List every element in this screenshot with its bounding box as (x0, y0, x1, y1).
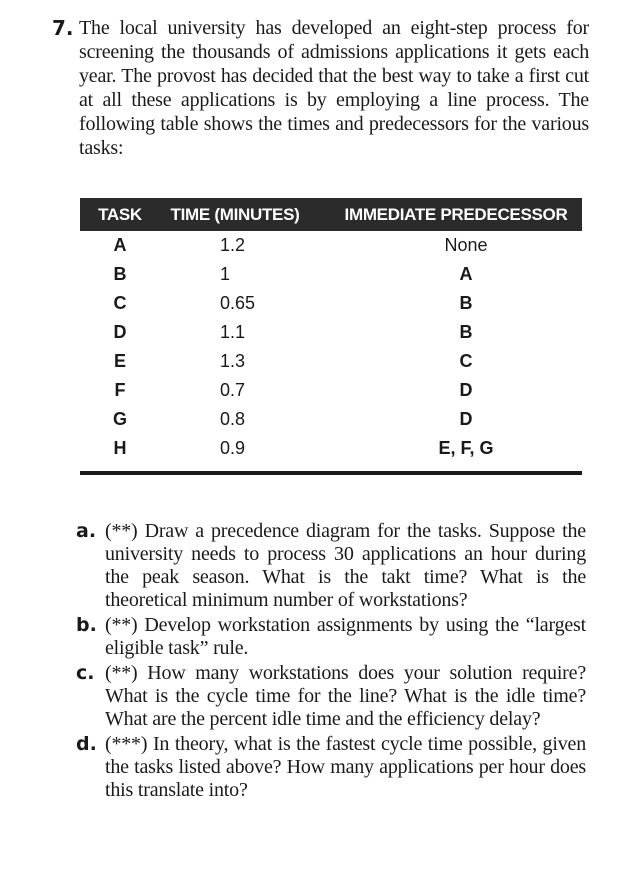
predecessor-cell: D (459, 380, 473, 400)
time-cell: 1.3 (220, 351, 246, 371)
table-row (80, 231, 582, 260)
predecessor-cell: D (459, 409, 473, 429)
question-letter: c. (76, 662, 95, 684)
question-text: (***) In theory, what is the fastest cycle time possible, given the tasks listed above? How many applications per hour does this translate into? (105, 733, 586, 801)
predecessor-cell: A (459, 264, 473, 284)
question-c (76, 662, 586, 731)
header-predecessor: IMMEDIATE PREDECESSOR (344, 204, 568, 224)
header-time: TIME (MINUTES) (170, 204, 300, 224)
predecessor-cell: None (444, 235, 488, 255)
question-text: (**) How many workstations does your solution require? What is the cycle time for the line? What is the idle time? What are the percent idle time and the efficiency delay? (105, 662, 586, 730)
task-cell: F (114, 380, 126, 400)
task-cell: A (113, 235, 127, 255)
question-letter: d. (76, 733, 97, 755)
task-cell: E (113, 351, 126, 371)
question-a (76, 520, 586, 612)
table-bottom-rule (80, 471, 582, 475)
question-b (76, 614, 586, 660)
predecessor-cell: B (459, 293, 473, 313)
task-cell: D (113, 322, 127, 342)
task-cell: B (113, 264, 127, 284)
time-cell: 0.8 (220, 409, 246, 429)
question-text: (**) Develop workstation assignments by using the “largest eligible task” rule. (105, 614, 586, 659)
task-cell: C (113, 293, 127, 313)
table-row (80, 289, 582, 318)
header-task: TASK (98, 204, 142, 224)
table-row (80, 260, 582, 289)
task-cell: G (112, 409, 127, 429)
table-row (80, 318, 582, 347)
time-cell: 1.1 (220, 322, 246, 342)
problem-number: 7. (52, 16, 74, 40)
question-list (76, 520, 586, 804)
table-row (80, 434, 582, 463)
question-letter: b. (76, 614, 97, 636)
question-d (76, 733, 586, 802)
task-table (80, 198, 582, 475)
question-letter: a. (76, 520, 97, 542)
time-cell: 1.2 (220, 235, 246, 255)
predecessor-cell: C (459, 351, 473, 371)
table-row (80, 405, 582, 434)
table-row (80, 347, 582, 376)
problem-statement: The local university has developed an eight-step process for screening the thousands of admissions applications it gets each year. The provost has decided that the best way to take a first cut at all these applications is by employing a line process. The following table shows the times and predecessors for the various tasks: (79, 17, 589, 159)
table-body (80, 231, 582, 463)
time-cell: 0.65 (220, 293, 256, 313)
task-cell: H (113, 438, 127, 458)
time-cell: 0.9 (220, 438, 246, 458)
time-cell: 1 (220, 264, 231, 284)
predecessor-cell: E, F, G (438, 438, 494, 458)
table-row (80, 376, 582, 405)
table-header (80, 198, 582, 231)
question-text: (**) Draw a precedence diagram for the tasks. Suppose the university needs to process 30 applications an hour during the peak season. What is the takt time? What is the theoretical minimum number of workstations? (105, 520, 586, 611)
predecessor-cell: B (459, 322, 473, 342)
time-cell: 0.7 (220, 380, 246, 400)
